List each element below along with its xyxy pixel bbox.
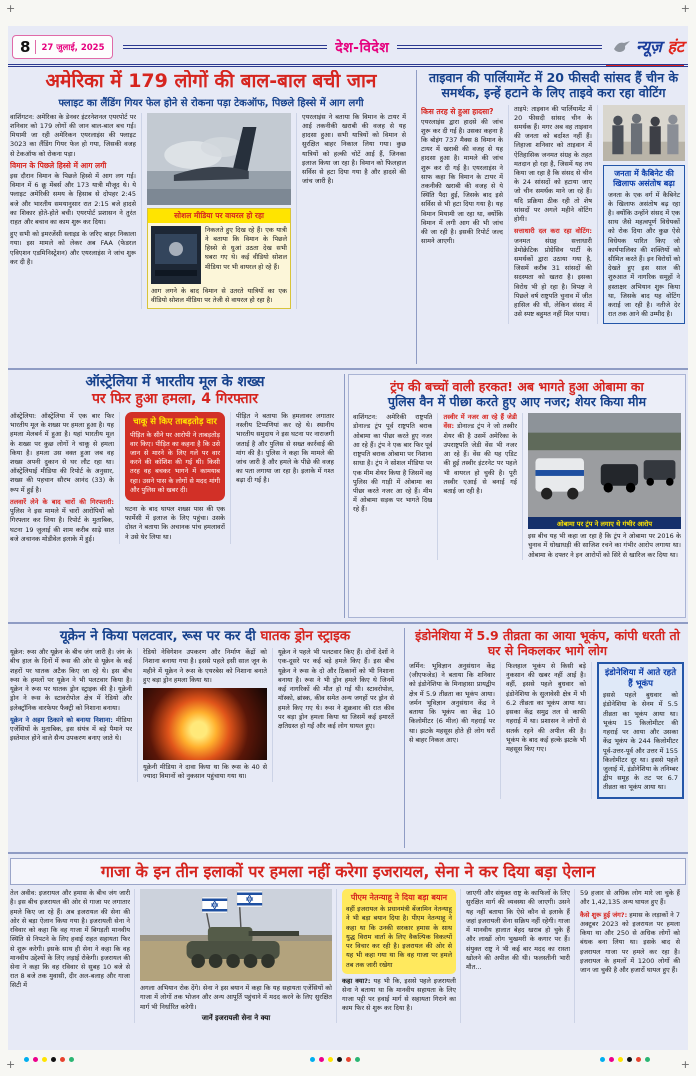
registration-dot bbox=[310, 1057, 315, 1062]
registration-dot bbox=[618, 1057, 623, 1062]
body-text: एयरलाइंस द्वारा हादसे की जांच शुरू कर दी गई है। उसका कहना है कि बोइंग 737 मैक्स 8 विमान के टायर में खराबी की वजह से यह हादसा हुआ है। मामले की जांच शुरू कर दी गई है। एयरलाइंस ने साफ कहा कि विमान के टायर में तकनीकी खराबी की वजह से ये स्थिति पैदा हुई, जिसके बाद इसे सर्विस से भी हटा दिया गया है। यह विमान मियामी जा रहा था, क्योंकि विमान में लगी आग की भी जांच की जा रही है। इसकी रिपोर्ट जल्द सामने आएगी। bbox=[421, 117, 503, 246]
divider bbox=[404, 628, 405, 848]
divider bbox=[35, 40, 36, 54]
article-gaza-israel bbox=[10, 858, 686, 1046]
body-text: पीड़ित के सीने पर आरोपी ने ताबड़तोड़ वार किए। पीड़ित का कहना है कि उसे जान से मारने के लिए गले पर वार करने की कोशिश की गई थी। किसी तरह वह बचकर भागने में कामयाब रहा। उसने पास के लोगों से मदद मांगी और पुलिस को खबर दी। bbox=[130, 430, 220, 494]
body-text: घटना के बाद घायल शख्स पास की एक फार्मेसी में इलाज के लिए पहुंचा। उसके दोस्त ने बताया कि अचानक पांच हमलावरों ने उसे घेर लिया था। bbox=[125, 505, 225, 541]
israeli-tank-photo bbox=[140, 889, 332, 981]
page-number: 8 bbox=[20, 38, 31, 56]
box-title: जनता में कैबिनेट की खिलाफ असंतोष बढ़ा bbox=[613, 168, 675, 188]
media-column bbox=[597, 105, 685, 324]
section-title: देश-विदेश bbox=[335, 39, 390, 56]
body-text: वहीं इजरायल के प्रधानमंत्री बेंजामिन नेतन्याहू ने भी बड़ा बयान दिया है। पीएम नेतन्याहू ने कहा था कि उनकी सरकार हमास के साथ युद्ध विराम वार्ता के लिए वैकल्पिक विकल्पों पर विचार कर रही है। इजरायल की ओर से यह भी कहा गया था कि वह गाजा पर हमले तब तक जारी रखेगा bbox=[346, 905, 452, 969]
text-column bbox=[230, 412, 334, 544]
divider bbox=[8, 622, 688, 624]
knife-attack-box bbox=[125, 412, 225, 501]
body-text: तस्वीर में नजर आ रहे हैं जेडी वेंस: डोनाल्ड ट्रंप ने जो तस्वीर शेयर की है उसमें अमेरिका के उपराष्ट्रपति जेडी वेंस भी नजर आ रहे हैं। वेंस की यह एडिट की हुई तस्वीर इंटरनेट पर पहले भी वायरल हो चुकी है। पूरी तस्वीर एआई से बनाई गई बताई जा रही है। bbox=[443, 413, 517, 495]
text-column bbox=[296, 113, 406, 309]
media-column bbox=[522, 413, 681, 560]
body-text: अगला अभियान रोक देंगे। सेना ने इस बयान में कहा कि यह सहायता एजेंसियों को गाजा में लोगों तक भोजन और अन्य आपूर्ति पहुंचाने में मदद करने के लिए सुरक्षित मार्ग भी निर्धारित करेगी। bbox=[140, 984, 332, 1011]
crop-mark-icon: + bbox=[680, 1058, 690, 1071]
registration-dot bbox=[645, 1057, 650, 1062]
taiwan-people-photo bbox=[603, 105, 685, 161]
registration-dot bbox=[627, 1057, 632, 1062]
photo-caption: जानें इजरायली सेना ने क्या bbox=[201, 1013, 271, 1022]
text-column bbox=[409, 662, 495, 799]
headline: इंडोनेशिया में 5.9 तीव्रता का आया भूकंप, कांपी धरती तो घर से निकलकर भागे लोग bbox=[415, 628, 680, 658]
divider bbox=[8, 368, 688, 370]
headline: पर फिर हुआ हमला, 4 गिरफ्तार bbox=[91, 391, 259, 408]
headline: गाजा के इन तीन इलाकों पर हमला नहीं करेगा इजरायल, सेना ने कर दिया बड़ा ऐलान bbox=[100, 862, 596, 881]
text-column bbox=[10, 412, 114, 544]
text-column bbox=[508, 105, 592, 324]
article-america-flight bbox=[10, 70, 412, 364]
bird-icon bbox=[612, 39, 632, 55]
body-text: तेल अवीव: इजरायल और हमास के बीच जंग जारी है। इस बीच इजरायल की ओर से गाजा पर लगातार हमले किए जा रहे हैं। अब इजरायल की सेना की ओर से बड़ा ऐलान किया गया है। इजरायली सेना ने रविवार को कहा कि वह गाजा में बिगड़ती मानवीय स्थिति से निपटने के लिए हवाई राहत सहायता फिर से शुरू करेगी। इसके साथ ही सेना ने कहा कि वह मानवीय उद्देश्यों के लिए लड़ाई रोकेगी। इजरायल की सेना ने कहा कि वह रविवार से सुबह 10 बजे से रात 8 बजे तक मुवासी, दीर अल-बलाह और गाजा सिटी में bbox=[10, 889, 130, 990]
media-column bbox=[137, 648, 267, 781]
box-title: पीएम नेतन्याहू ने दिया बड़ा बयान bbox=[350, 893, 448, 903]
headline: ऑस्ट्रेलिया में भारतीय मूल के शख्स bbox=[85, 374, 265, 390]
body-text: ऑस्ट्रेलिया: ऑस्ट्रेलिया में एक बार फिर भारतीय मूल के शख्स पर हमला हुआ है। यह हमला मेलबर्न में हुआ है। यहां भारतीय मूल के शख्स पर कुछ लोगों ने चाकू से हमला किया है। हमला उस वक्त हुआ जब वह शख्स अपनी दुकान से घर लौट रहा था। ऑस्ट्रेलियाई मीडिया की रिपोर्ट के अनुसार, शख्स की पहचान सौरभ आनंद (33) के रूप में हुई है। bbox=[10, 411, 114, 494]
brand-logo bbox=[612, 39, 684, 55]
headline-band bbox=[10, 858, 686, 885]
inline-heading: कहा क्या?: bbox=[342, 976, 371, 985]
box-title: इंडोनेशिया में आते रहते हैं भूकंप bbox=[604, 668, 677, 689]
body-text: सत्ताधारी दल करा रहा वोटिंग: जनमत संग्रह सत्ताधारी डेमोक्रेटिक प्रोग्रेसिव पार्टी के समर्थकों द्वारा उठाया गया है, जिसमें करीब 31 सांसदों की सदस्यता को खतरा है। इसका विरोध भी हो रहा है। विपक्ष ने पिछले वर्ष राष्ट्रपति चुनाव में जीत हासिल की थी, लेकिन संसद में उसे स्पष्ट बहुमत नहीं मिल पाया। bbox=[514, 227, 592, 319]
headline: यूक्रेन ने किया पलटवार, रूस पर कर दी घातक ड्रोन स्ट्राइक bbox=[59, 628, 351, 644]
headline: पुलिस वैन में पीछा करते हुए आए नजर; शेयर किया मीम bbox=[387, 394, 647, 409]
body-text: यूक्रेनी मीडिया ने दावा किया था कि रूस के 40 से ज्यादा विमानों को नुकसान पहुंचाया गया था। bbox=[143, 763, 267, 781]
registration-dot bbox=[42, 1057, 47, 1062]
registration-dot bbox=[355, 1057, 360, 1062]
text-column bbox=[10, 889, 130, 1023]
registration-dot bbox=[33, 1057, 38, 1062]
body-text: कहा क्या?: यह भी कि, इससे पहले इजरायली सेना ने बताया था कि मानवीय सहायता के लिए गाजा पट्टी पर हवाई मार्ग से सहायता गिराने का काम फिर से शुरू कर दिया है। bbox=[342, 976, 456, 1013]
plane-fire-photo bbox=[147, 113, 291, 205]
viral-video-still bbox=[151, 226, 201, 284]
sub-heading: किस तरह से हुआ हादसा? bbox=[421, 106, 494, 116]
body-text: तलवारें लेने के बाद चारों की गिरफ्तारी: पुलिस ने इस मामले में चारों आरोपियों को गिरफ्तार कर लिया है। रिपोर्ट के मुताबिक, घटना 19 जुलाई की शाम करीब साढ़े सात बजे अचानक मोडीवेल इलाके में हुई। bbox=[10, 497, 114, 543]
discontent-box bbox=[603, 165, 685, 324]
brand-name: न्यूज़ हंट bbox=[635, 37, 684, 56]
body-text: आग लगने के बाद विमान से उतरते यात्रियों का एक वीडियो सोशल मीडिया पर तेजी से वायरल हो रहा है। bbox=[151, 286, 287, 305]
page-number-date-box bbox=[12, 35, 113, 59]
police-van-photo bbox=[528, 413, 681, 529]
body-text: एयरलाइंस ने बताया कि विमान के टायर में आई तकनीकी खराबी की वजह से यह हादसा हुआ। सभी यात्रियों को विमान से सुरक्षित बाहर निकाल लिया गया। कुछ यात्रियों को हल्की चोटें आई हैं, जिनका इलाज किया जा रहा है। विमान को फिलहाल सर्विस से हटा दिया गया है और हादसे की जांच जारी है। bbox=[302, 112, 406, 186]
page-date: 27 जुलाई, 2025 bbox=[41, 42, 105, 53]
body-text: रेडियो नेविगेशन उपकरण और निर्माण केंद्रों को निशाना बनाया गया है। इससे पहले इसी साल जून के महीने में यूक्रेन ने रूस के एयरबेस को निशाना बनाते हुए बड़ा ड्रोन हमला किया था। bbox=[143, 648, 267, 684]
text-column bbox=[421, 105, 503, 324]
article-australia-attack bbox=[10, 374, 340, 618]
inline-heading: तस्वीर में नजर आ रहे हैं जेडी वेंस: bbox=[443, 413, 517, 431]
text-column bbox=[10, 113, 136, 309]
body-text: यूक्रेन: रूस और यूक्रेन के बीच जंग जारी है। जंग के बीच हाल के दिनों में रूस की ओर से यूक्रेन के कई शहरों पर घातक अटैक किए जा रहे थे। इस बीच रूस के हमलों पर यूक्रेन ने भी पलटवार किया है। यूक्रेन ने रूस पर घातक ड्रोन स्ट्राइक की है। यूक्रेनी ड्रोन ने रूस के स्टावरोपोल क्षेत्र में रेडियो और इलेक्ट्रॉनिक वारफेयर फैक्ट्री को निशाना बनाया। bbox=[10, 648, 132, 712]
media-column bbox=[134, 889, 332, 1023]
headline: ताइवान की पार्लियामेंट में 20 फीसदी सांसद हैं चीन के समर्थक, इन्हें हटाने के लिए ताइवे करा रहा वोटिंग bbox=[428, 70, 679, 101]
body-text: ताइपे: ताइवान की पार्लियामेंट में 20 फीसदी सांसद चीन के समर्थक हैं। मगर अब वह ताइवान की जनता को बर्दाश्त नहीं हैं। लिहाजा शनिवार को ताइवान में ऐतिहासिक जनमत संग्रह के तहत मतदान हो रहा है, जिसमें यह तय किया जा रहा है कि संसद से चीन के 24 सांसदों को हटाया जाए जो चीन समर्थक माने जा रहे हैं। यदि प्रक्रिया ठीक रही तो शेष सांसदों पर अगले महीने वोटिंग होगी। bbox=[514, 104, 592, 224]
viral-video-box bbox=[147, 208, 291, 309]
divider bbox=[344, 374, 345, 618]
body-text: जर्मिन: भूविज्ञान अनुसंधान केंद्र (जीएफजेड) ने बताया कि शनिवार को इंडोनेशिया के मिनाहासा प्रायद्वीप क्षेत्र में 5.9 तीव्रता का भूकंप आया। जर्मन भूविज्ञान अनुसंधान केंद्र ने बताया कि भूकंप का केंद्र 10 किलोमीटर (6 मील) की गहराई पर था। झटके महसूस होते ही लोग घरों से बाहर निकल आए। bbox=[409, 662, 495, 744]
body-text: 59 हजार से अधिक लोग मारे जा चुके हैं और 1,42,135 अन्य घायल हुए हैं। bbox=[580, 889, 680, 907]
body-text: इस दौरान विमान के पिछले हिस्से में आग लग गई। विमान में 6 क्रू मेंबर्स और 173 यात्री मौजूद थे। ये फ्लाइट अमेरिकी समय के हिसाब से दोपहर 2:45 बजे और भारतीय समयानुसार रात 2:15 बजे हादसे का शिकार होते-होते बची। एयरपोर्ट प्रशासन ने तुरंत राहत और बचाव का काम शुरू कर दिया। bbox=[10, 171, 136, 226]
inline-heading: तलवारें लेने के बाद चारों की गिरफ्तारी: bbox=[10, 497, 114, 506]
article-trump-meme bbox=[348, 374, 686, 618]
subheadline: फ्लाइट का लैंडिंग गियर फेल होने से रोकना पड़ा टेकऑफ, पिछले हिस्से में आग लगी bbox=[58, 97, 364, 109]
earthquake-info-box bbox=[597, 662, 684, 799]
highlight-column bbox=[336, 889, 456, 1023]
registration-dot bbox=[328, 1057, 333, 1062]
registration-marks bbox=[310, 1057, 360, 1062]
body-text: कैसे शुरू हुई जंग?: हमास के लड़ाकों ने 7 अक्टूबर 2023 को इजरायल पर हमला किया था और 250 से अधिक लोगों को बंधक बना लिया था। इसके बाद से इजरायल गाजा पर हमले कर रहा है। इजरायल के हमलों में 1200 लोगों की जान जा चुकी है और हजारों घायल हुए हैं। bbox=[580, 910, 680, 974]
registration-dot bbox=[600, 1057, 605, 1062]
registration-dot bbox=[24, 1057, 29, 1062]
registration-dot bbox=[60, 1057, 65, 1062]
body-text: यूक्रेन ने अहम ठिकाने को बनाया निशाना: मीडिया एजेंसियों के मुताबिक, इस संयंत्र में बड़े पैमाने पर इस्तेमाल होने वाले सैन्य उपकरण बनाए जाते थे। bbox=[10, 715, 132, 743]
inline-heading: सत्ताधारी दल करा रहा वोटिंग: bbox=[514, 227, 592, 236]
registration-dot bbox=[346, 1057, 351, 1062]
body-text: वाशिंगटन: अमेरिकी राष्ट्रपति डोनाल्ड ट्रंप पूर्व राष्ट्रपति बराक ओबामा का पीछा करते हुए नजर आ रहे हैं। ट्रंप ने एक बार फिर पूर्व राष्ट्रपति बराक ओबामा पर निशाना साधा है। ट्रंप ने सोशल मीडिया पर एक मीम शेयर किया है जिसमें वह पुलिस की गाड़ी में ओबामा का पीछा करते नजर आ रहे हैं। मीम में ओबामा सड़क पर भागते दिख रहे हैं। bbox=[353, 413, 433, 514]
registration-dot bbox=[69, 1057, 74, 1062]
body-text: फिलहाल भूकंप से किसी बड़े नुकसान की खबर नहीं आई है। वहीं, इससे पहले बुधवार को इंडोनेशिया के सुलावेसी क्षेत्र में भी 6.2 तीव्रता का भूकंप आया था। इसका केंद्र समुद्र तल से काफी गहराई में था। प्रशासन ने लोगों से सतर्क रहने की अपील की है। भूकंप के बाद कई हल्के झटके भी महसूस किए गए। bbox=[506, 662, 586, 753]
text-column bbox=[460, 889, 570, 1023]
divider bbox=[123, 45, 328, 49]
text-column bbox=[272, 648, 394, 781]
crop-mark-icon: + bbox=[680, 2, 690, 15]
netanyahu-statement-box bbox=[342, 889, 456, 974]
crop-mark-icon: + bbox=[6, 2, 16, 15]
drone-strike-fire-photo bbox=[143, 688, 267, 760]
registration-dot bbox=[337, 1057, 342, 1062]
section-banner bbox=[123, 38, 602, 57]
body-text: हुए सभी को इमरजेंसी स्लाइड के जरिए बाहर निकाला गया। इस मामले को लेकर अब FAA (फेडरल एविएशन एडमिनिस्ट्रेशन) और एयरलाइंस ने जांच शुरू कर दी है। bbox=[10, 230, 136, 266]
headline: ट्रंप की बच्चों वाली हरकत! अब भागते हुआ ओबामा का bbox=[390, 379, 644, 394]
registration-dot bbox=[636, 1057, 641, 1062]
body-text: जनता के एक वर्ग में कैबिनेट के खिलाफ असंतोष बढ़ रहा है। क्योंकि उन्होंने संसद में एक साथ जैसे महत्वपूर्ण विधेयकों को रोक दिया और कुछ ऐसे विधेयक पारित किए जो कार्यपालिका की शक्तियों को सीमित करते हैं। इन विरोधों को देखते हुए इस साल की शुरुआत में नागरिक समूहों ने हस्ताक्षर अभियान शुरू किया था, जिसके बाद यह वोटिंग कराई जा रही है। नतीजे देर रात तक आने की उम्मीद है। bbox=[608, 190, 680, 319]
divider bbox=[397, 45, 602, 49]
media-column bbox=[141, 113, 291, 309]
registration-marks bbox=[24, 1057, 74, 1062]
text-column bbox=[353, 413, 432, 560]
text-column bbox=[500, 662, 586, 799]
body-text: इस बीच यह भी कहा जा रहा है कि ट्रंप ने ओबामा पर 2016 के चुनाव में धोखाधड़ी की साजिश रचने का गंभीर आरोप लगाया था। ओबामा के दफ्तर ने इन आरोपों को सिरे से खारिज कर दिया था। bbox=[528, 532, 681, 559]
body-text: इससे पहले बुधवार को इंडोनेशिया के सेनम में 5.5 तीव्रता का भूकंप आया था। भूकंप 15 किलोमीटर की गहराई पर आया और उसका केंद्र भूकंप के 244 किलोमीटर पूर्व-उत्तर-पूर्व और उत्तर में 155 किलोमीटर दूर था। इससे पहले जुलाई में, इंडोनेशिया के तनिम्बर द्वीप समूह के तट पर 6.7 तीव्रता का भूकंप आया था। bbox=[603, 691, 678, 792]
crop-mark-icon: + bbox=[6, 1058, 16, 1071]
body-text: पीड़ित ने बताया कि हमलावर लगातार नस्लीय टिप्पणियां कर रहे थे। स्थानीय भारतीय समुदाय ने इस घटना पर नाराजगी जताई है और पुलिस से सख्त कार्रवाई की मांग की है। पुलिस ने कहा कि मामले की जांच जारी है और हमले के पीछे की वजह का पता लगाया जा रहा है। इलाके में गश्त बढ़ा दी गई है। bbox=[236, 411, 334, 485]
highlight-column bbox=[591, 662, 684, 799]
box-title: चाकू से किए ताबड़तोड़ वार bbox=[133, 416, 217, 427]
article-indonesia-earthquake bbox=[409, 628, 686, 848]
body-text: यूक्रेन ने पहले भी पलटवार किए हैं। दोनों देशों ने एक-दूसरे पर कई बड़े हमले किए हैं। इस बीच यूक्रेन ने रूस के दो और ठिकानों को भी निशाना बनाया है। रूस ने भी ड्रोन हमले किए थे जिनमें कई नागरिकों की मौत हो गई थी। स्टावरोपोल, मॉस्को, ब्रांस्क, कीव समेत अन्य जगहों पर ड्रोन से हमले किए गए थे। रूस ने शुक्रवार की रात कीव पर बड़ा ड्रोन हमला किया था जिसमें कई इमारतें क्षतिग्रस्त हो गईं और कई लोग घायल हुए। bbox=[278, 648, 394, 730]
divider bbox=[416, 70, 417, 364]
body-text: जाएगी और संयुक्त राष्ट्र के काफिलों के लिए सुरक्षित मार्ग की व्यवस्था की जाएगी। उसने यह नहीं बताया कि ऐसे कौन से इलाके हैं जहां इजरायली सेना सक्रिय नहीं रहेगी। गाजा में मानवीय हालात बेहद खराब हो चुके हैं और लाखों लोग भुखमरी के कगार पर हैं। संयुक्त राष्ट्र ने भी कई बार मदद का रास्ता खोलने की अपील की थी। फलस्तीनी भारी मौत... bbox=[466, 889, 570, 971]
registration-dot bbox=[51, 1057, 56, 1062]
registration-dot bbox=[609, 1057, 614, 1062]
text-column bbox=[437, 413, 517, 560]
registration-dot bbox=[319, 1057, 324, 1062]
headline: अमेरिका में 179 लोगों की बाल-बाल बची जान bbox=[45, 70, 377, 92]
inline-heading: कैसे शुरू हुई जंग?: bbox=[580, 910, 628, 919]
article-ukraine-drone bbox=[10, 628, 400, 848]
body-text: वाशिंगटन: अमेरिका के डेनवर इंटरनेशनल एयरपोर्ट पर शनिवार को 179 लोगों की जान बाल-बाल बच गई। मियामी जा रही अमेरिकन एयरलाइंस की फ्लाइट 3023 का लैंडिंग गियर फेल हो गया, जिसकी वजह से टेकऑफ को रोकना पड़ा। bbox=[10, 112, 136, 158]
masthead bbox=[12, 32, 684, 62]
text-column bbox=[10, 648, 132, 781]
masthead-rule bbox=[8, 64, 688, 67]
inline-heading: यूक्रेन ने अहम ठिकाने को बनाया निशाना: bbox=[10, 715, 113, 724]
divider bbox=[8, 852, 688, 854]
article-taiwan-vote bbox=[421, 70, 686, 364]
text-column bbox=[574, 889, 680, 1023]
sub-heading: विमान के पिछले हिस्से में आग लगी bbox=[10, 160, 107, 170]
box-title: सोशल मीडिया पर वायरल हो रहा bbox=[148, 209, 290, 223]
highlight-column bbox=[119, 412, 225, 544]
body-text: निकलते हुए दिख रहे हैं। एक यात्री ने बताया कि विमान के पिछले हिस्से से धुआं उठता देख सभी घबरा गए थे। कई वीडियो सोशल मीडिया पर भी वायरल हो रहे हैं। bbox=[205, 225, 287, 271]
registration-marks bbox=[600, 1057, 650, 1062]
photo-caption: ओबामा पर ट्रंप ने लगाए थे गंभीर आरोप bbox=[528, 517, 681, 529]
